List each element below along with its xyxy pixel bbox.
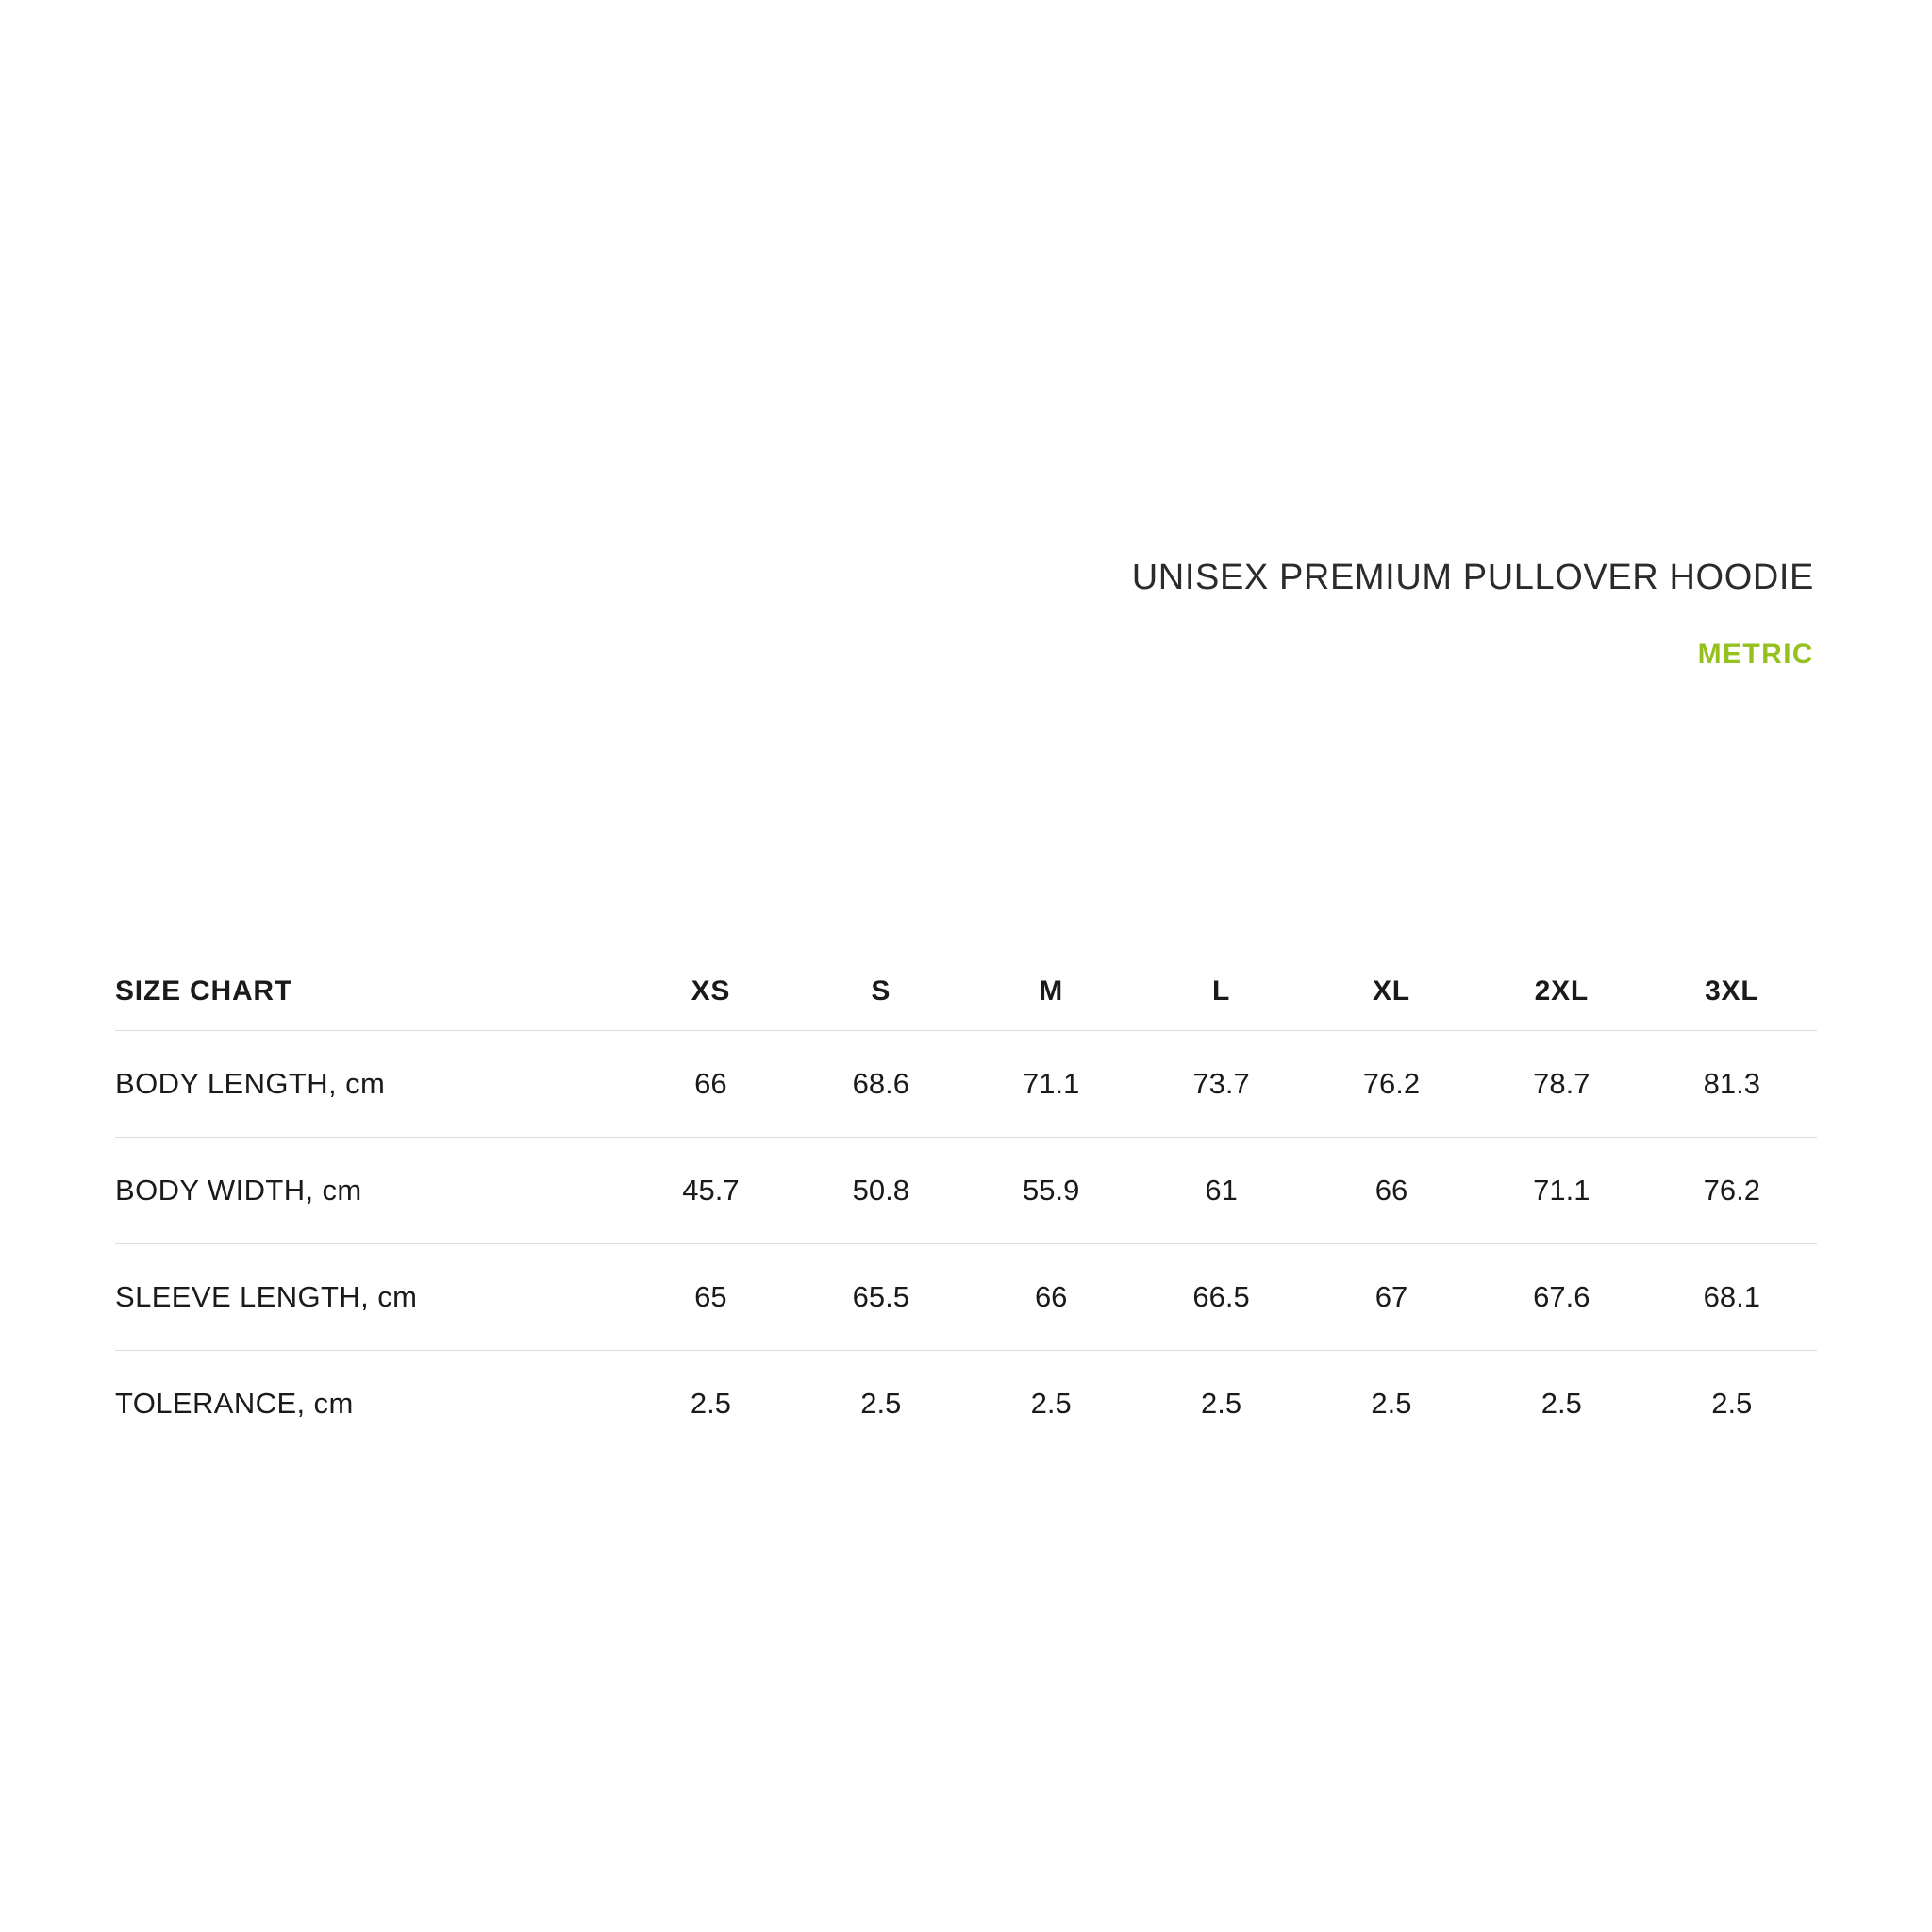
cell-body-width-m: 55.9 <box>1023 1174 1080 1207</box>
cell-body-width-3xl: 76.2 <box>1703 1174 1760 1207</box>
size-chart-table-wrap <box>115 953 1817 1457</box>
table-row <box>115 1351 1817 1457</box>
cell-body-width-2xl: 71.1 <box>1533 1174 1591 1207</box>
table-row <box>115 1138 1817 1244</box>
table-row <box>115 1031 1817 1138</box>
cell-sleeve-length-s: 65.5 <box>852 1280 909 1313</box>
cell-tolerance-2xl: 2.5 <box>1541 1387 1582 1420</box>
cell-body-length-xl: 76.2 <box>1362 1067 1421 1100</box>
column-header-3xl: 3XL <box>1705 975 1759 1007</box>
page-title: UNISEX PREMIUM PULLOVER HOODIE <box>1131 558 1814 597</box>
size-chart-corner-label: SIZE CHART <box>115 975 292 1007</box>
table-body <box>115 1031 1817 1457</box>
cell-sleeve-length-xs: 65 <box>694 1280 727 1313</box>
cell-body-length-xs: 66 <box>694 1067 727 1100</box>
cell-body-length-3xl: 81.3 <box>1703 1067 1760 1100</box>
cell-body-length-s: 68.6 <box>852 1067 909 1100</box>
column-header-l: L <box>1212 975 1231 1007</box>
cell-sleeve-length-2xl: 67.6 <box>1533 1280 1591 1313</box>
row-label-sleeve-length: SLEEVE LENGTH, cm <box>115 1280 418 1313</box>
table-head <box>115 953 1817 1031</box>
table-row <box>115 1244 1817 1351</box>
size-chart-table <box>115 953 1817 1457</box>
cell-sleeve-length-m: 66 <box>1034 1280 1068 1313</box>
column-header-m: M <box>1039 975 1064 1007</box>
row-label-tolerance: TOLERANCE, cm <box>115 1387 354 1420</box>
column-header-xs: XS <box>691 975 731 1007</box>
cell-tolerance-xl: 2.5 <box>1371 1387 1412 1420</box>
cell-sleeve-length-xl: 67 <box>1374 1280 1408 1313</box>
cell-body-width-l: 61 <box>1205 1174 1238 1207</box>
cell-body-length-l: 73.7 <box>1192 1067 1250 1100</box>
cell-body-width-s: 50.8 <box>852 1174 909 1207</box>
unit-system-label: METRIC <box>1697 638 1814 670</box>
cell-tolerance-3xl: 2.5 <box>1711 1387 1753 1420</box>
column-header-2xl: 2XL <box>1534 975 1590 1007</box>
table-header-row <box>115 953 1817 1031</box>
cell-tolerance-s: 2.5 <box>860 1387 902 1420</box>
cell-tolerance-l: 2.5 <box>1201 1387 1242 1420</box>
cell-body-width-xs: 45.7 <box>682 1174 740 1207</box>
column-header-xl: XL <box>1372 975 1410 1007</box>
cell-tolerance-xs: 2.5 <box>690 1387 731 1420</box>
row-label-body-length: BODY LENGTH, cm <box>115 1067 386 1100</box>
cell-tolerance-m: 2.5 <box>1030 1387 1072 1420</box>
column-header-s: S <box>871 975 891 1007</box>
cell-sleeve-length-3xl: 68.1 <box>1703 1280 1760 1313</box>
cell-body-length-2xl: 78.7 <box>1533 1067 1591 1100</box>
chart-header <box>1132 557 1814 672</box>
cell-body-width-xl: 66 <box>1374 1174 1408 1207</box>
cell-sleeve-length-l: 66.5 <box>1192 1280 1250 1313</box>
row-label-body-width: BODY WIDTH, cm <box>115 1174 362 1207</box>
cell-body-length-m: 71.1 <box>1023 1067 1080 1100</box>
